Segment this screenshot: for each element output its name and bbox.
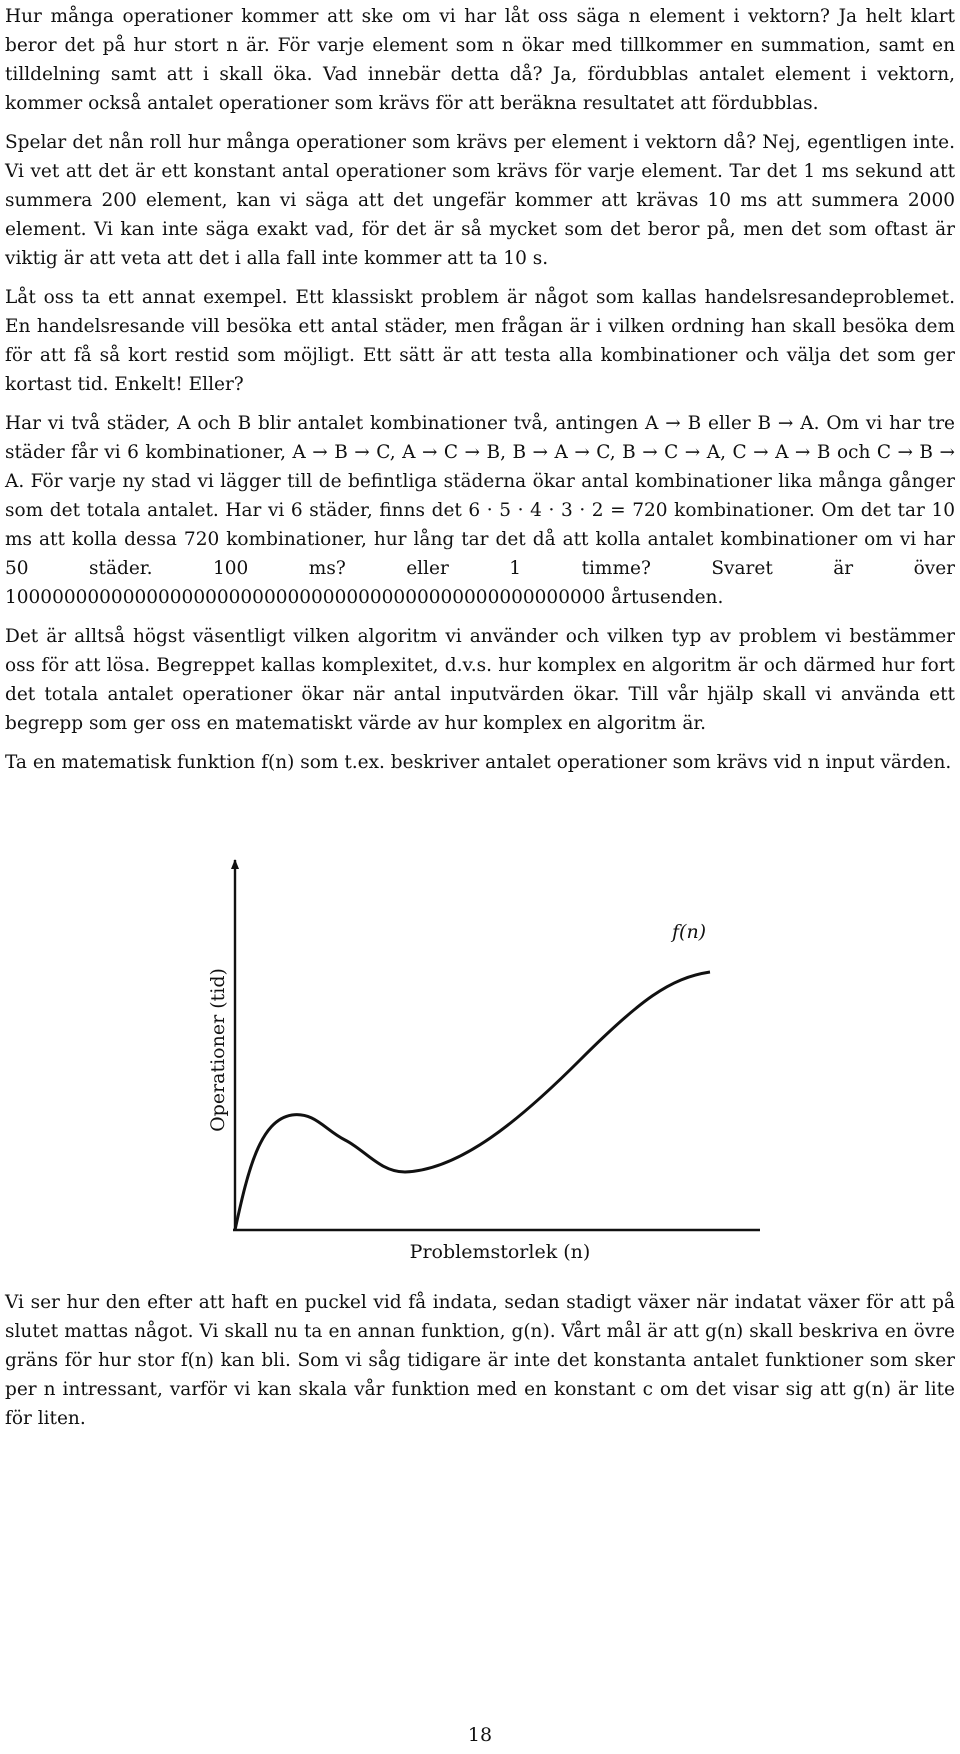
- curve-label: f(n): [672, 921, 707, 943]
- paragraph-4: Har vi två städer, A och B blir antalet kombinationer två, antingen A → B eller B → A. Om vi har tre städer får vi 6 kombinationer, A → B → C, A → C → B, B → A → C, B → C → A, C → A → B och C → B → A. För varje ny stad vi lägger till de befintliga städerna ökar antal kombinationer lika många gånger som det totala antalet. Har vi 6 städer, finns det 6 · 5 · 4 · 3 · 2 = 720 kombinationer. Om det tar 10 ms att kolla dessa 720 kombinationer, hur lång tar det då att kolla antalet kombinationer om vi har 50 städer. 100 ms? eller 1 timme? Svaret är över 100000000000000000000000000000000000000000000000000 årtusenden.: [5, 413, 955, 608]
- paragraph-1: Hur många operationer kommer att ske om vi har låt oss säga n element i vektorn? Ja helt klart beror det på hur stort n är. För varje element som n ökar med tillkommer en summation, samt en tilldelning samt att i skall öka. Vad innebär detta då? Ja, fördubblas antalet element i vektorn, kommer också antalet operationer som krävs för att beräkna resultatet att fördubblas.: [5, 6, 955, 114]
- text-block-bottom: [5, 1288, 955, 1443]
- page-number: 18: [467, 1724, 493, 1746]
- paragraph-5: Det är alltså högst väsentligt vilken algoritm vi använder och vilken typ av problem vi bestämmer oss för att lösa. Begreppet kallas komplexitet, d.v.s. hur komplex en algoritm är och därmed hur fort det totala antalet operationer ökar när antal inputvärden ökar. Till vår hjälp skall vi använda ett begrepp som ger oss en matematiskt värde av hur komplex en algoritm är.: [5, 626, 955, 734]
- text-block-top: [5, 2, 955, 787]
- paragraph-7: Vi ser hur den efter att haft en puckel vid få indata, sedan stadigt växer när indatat växer för att på slutet mattas något. Vi skall nu ta en annan funktion, g(n). Vårt mål är att g(n) skall beskriva en övre gräns för hur stor f(n) kan bli. Som vi såg tidigare är inte det konstanta antalet funktioner som sker per n intressant, varför vi kan skala vår funktion med en konstant c om det visar sig att g(n) är lite för liten.: [5, 1292, 955, 1429]
- y-axis-label: Operationer (tid): [207, 968, 229, 1132]
- function-plot: [0, 850, 960, 1270]
- paragraph-6: Ta en matematisk funktion f(n) som t.ex. beskriver antalet operationer som krävs vid n input värden.: [5, 752, 952, 773]
- x-axis-label: Problemstorlek (n): [409, 1241, 591, 1263]
- paragraph-3: Låt oss ta ett annat exempel. Ett klassiskt problem är något som kallas handelsresandeproblemet. En handelsresande vill besöka ett antal städer, men frågan är i vilken ordning han skall besöka dem för att få så kort restid som möjligt. Ett sätt är att testa alla kombinationer och välja det som ger kortast tid. Enkelt! Eller?: [5, 287, 955, 395]
- function-figure: [0, 850, 960, 1270]
- function-curve: [235, 972, 710, 1230]
- paragraph-2: Spelar det nån roll hur många operationer som krävs per element i vektorn då? Nej, egentligen inte. Vi vet att det är ett konstant antal operationer som krävs för varje element. Tar det 1 ms sekund att summera 200 element, kan vi säga att det ungefär kommer att krävas 10 ms att summera 2000 element. Vi kan inte säga exakt vad, för det är så mycket som det beror på, men det som oftast är viktig är att veta att det i alla fall inte kommer att ta 10 s.: [5, 132, 955, 269]
